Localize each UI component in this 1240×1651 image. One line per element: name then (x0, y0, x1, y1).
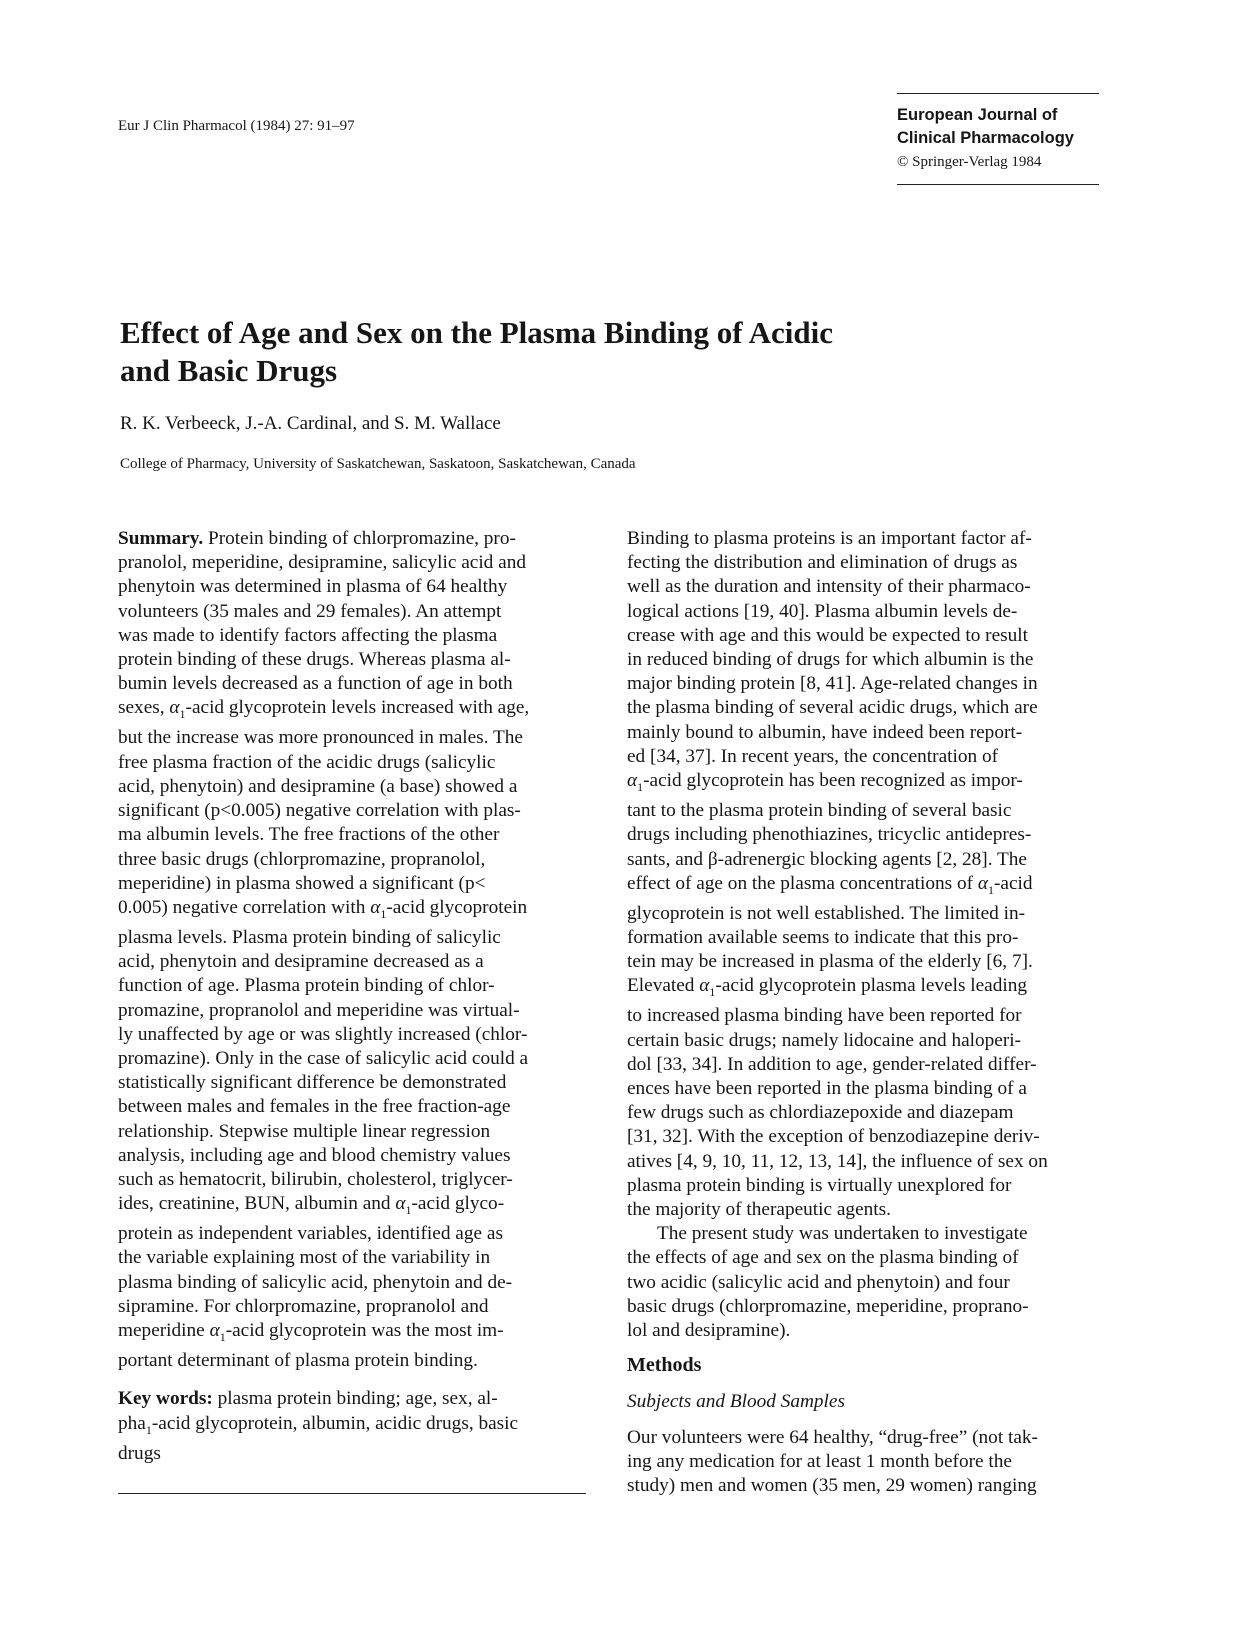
text-line: portant determinant of plasma protein binding. (118, 1350, 478, 1372)
text-line: crease with age and this would be expected to result (627, 624, 1029, 646)
author-list: R. K. Verbeeck, J.-A. Cardinal, and S. M. Wallace (120, 413, 501, 434)
text-line: but the increase was more pronounced in males. The (118, 727, 523, 749)
text-line: tant to the plasma protein binding of several basic (627, 800, 1012, 822)
methods-column (627, 1426, 1097, 1499)
footnote-rule (118, 1493, 586, 1494)
journal-name-line2: Clinical Pharmacology (897, 129, 1074, 147)
text-line: pranolol, meperidine, desipramine, salicylic acid and (118, 552, 526, 574)
text-line: ences have been reported in the plasma binding of a (627, 1078, 1027, 1100)
text-line: Binding to plasma proteins is an important factor af- (627, 528, 1032, 549)
text-line: formation available seems to indicate that this pro- (627, 926, 1019, 948)
text-line: statistically significant difference be demonstrated (118, 1072, 507, 1094)
text-line: sants, and β-adrenergic blocking agents [2, 28]. The (627, 848, 1027, 870)
text-line: acid, phenytoin and desipramine decreased as a (118, 951, 484, 973)
text-line: pha$_1$-acid glycoprotein, albumin, acidic drugs, basic (118, 1412, 519, 1437)
text-line: certain basic drugs; namely lidocaine and haloperi- (627, 1029, 1022, 1051)
text-line: plasma levels. Plasma protein binding of salicylic (118, 926, 501, 948)
text-line: relationship. Stepwise multiple linear regression (118, 1120, 491, 1142)
text-line: acid, phenytoin) and desipramine (a base) showed a (118, 775, 518, 797)
text-line: logical actions [19, 40]. Plasma albumin levels de- (627, 600, 1018, 622)
text-line: ing any medication for at least 1 month before the (627, 1451, 1012, 1473)
text-line: Elevated $\alpha_1$-acid glycoprotein plasma levels leading (627, 975, 1028, 1000)
text-line: Our volunteers were 64 healthy, “drug-free” (not tak- (627, 1427, 1038, 1448)
text-line: drugs including phenothiazines, tricyclic antidepres- (627, 824, 1032, 846)
text-line: basic drugs (chlorpromazine, meperidine, proprano- (627, 1295, 1029, 1317)
text-line: plasma protein binding is virtually unexplored for (627, 1174, 1012, 1196)
text-line: dol [33, 34]. In addition to age, gender-related differ- (627, 1053, 1037, 1075)
text-line: meperidine) in plasma showed a significant (p< (118, 872, 486, 894)
methods-heading: Methods (627, 1354, 702, 1376)
keywords-heading: Key words: (118, 1388, 213, 1410)
text-line: the variable explaining most of the variability in (118, 1247, 491, 1269)
article-title (120, 314, 920, 390)
text-line: to increased plasma binding have been reported for (627, 1005, 1022, 1027)
text-line: study) men and women (35 men, 29 women) ranging (627, 1475, 1037, 1497)
text-line: ed [34, 37]. In recent years, the concentration of (627, 745, 999, 767)
introduction-paragraph-1 (627, 527, 1097, 1222)
summary-paragraph (118, 527, 588, 1373)
text-line: sexes, $\alpha_1$-acid glycoprotein levels increased with age, (118, 697, 530, 722)
text-line: such as hematocrit, bilirubin, cholesterol, triglycer- (118, 1169, 513, 1190)
text-line: major binding protein [8, 41]. Age-related changes in (627, 673, 1038, 695)
text-line: protein binding of these drugs. Whereas plasma al- (118, 649, 511, 671)
text-line: [31, 32]. With the exception of benzodiazepine deriv- (627, 1126, 1040, 1148)
text-line: atives [4, 9, 10, 11, 12, 13, 14], the influence of sex on (627, 1150, 1048, 1172)
journal-name-line1: European Journal of (897, 106, 1058, 124)
text-line: 0.005) negative correlation with $\alpha_1$-acid glycoprotein (118, 896, 528, 921)
copyright-notice: © Springer-Verlag 1984 (897, 154, 1042, 170)
text-line: bumin levels decreased as a function of age in both (118, 673, 513, 695)
text-line: three basic drugs (chlorpromazine, propranolol, (118, 848, 486, 870)
text-line: effect of age on the plasma concentrations of $\alpha_1$-acid (627, 872, 1033, 897)
text-line: plasma protein binding; age, sex, al- (217, 1388, 498, 1410)
text-line: function of age. Plasma protein binding of chlor- (118, 975, 495, 997)
text-line: volunteers (35 males and 29 females). An attempt (118, 600, 502, 622)
text-line: well as the duration and intensity of their pharmaco- (627, 576, 1031, 598)
text-line: meperidine $\alpha_1$-acid glycoprotein was the most im- (118, 1320, 504, 1344)
text-line: the effects of age and sex on the plasma binding of (627, 1247, 1019, 1269)
text-line: lol and desipramine). (627, 1320, 791, 1342)
text-line: ly unaffected by age or was slightly increased (chlor- (118, 1023, 528, 1045)
text-line: phenytoin was determined in plasma of 64 healthy (118, 576, 508, 598)
text-line: two acidic (salicylic acid and phenytoin) and four (627, 1271, 1010, 1293)
summary-column (118, 527, 588, 1466)
introduction-column (627, 527, 1097, 1343)
text-line: ides, creatinine, BUN, albumin and $\alpha_1$-acid glyco- (118, 1193, 505, 1218)
text-line: promazine, propranolol and meperidine was virtual- (118, 999, 520, 1021)
introduction-paragraph-2 (627, 1222, 1097, 1343)
masthead-top-rule (897, 93, 1099, 94)
text-line: drugs (118, 1442, 161, 1464)
title-line-1: Effect of Age and Sex on the Plasma Binding of Acidic (120, 315, 834, 350)
text-line: Protein binding of chlorpromazine, pro- (208, 528, 516, 549)
text-line: between males and females in the free fraction-age (118, 1096, 511, 1118)
methods-paragraph (627, 1426, 1097, 1499)
text-line: plasma binding of salicylic acid, phenytoin and de- (118, 1271, 513, 1293)
author-affiliation: College of Pharmacy, University of Saskatchewan, Saskatoon, Saskatchewan, Canada (120, 456, 636, 472)
text-line: in reduced binding of drugs for which albumin is the (627, 649, 1034, 671)
text-line: ma albumin levels. The free fractions of the other (118, 824, 500, 846)
keywords-paragraph (118, 1387, 588, 1465)
text-line: was made to identify factors affecting the plasma (118, 624, 498, 646)
text-line: mainly bound to albumin, have indeed been report- (627, 721, 1023, 743)
text-line: few drugs such as chlordiazepoxide and diazepam (627, 1102, 1014, 1124)
subjects-subheading: Subjects and Blood Samples (627, 1391, 845, 1412)
text-line: protein as independent variables, identified age as (118, 1223, 503, 1245)
title-line-2: and Basic Drugs (120, 353, 338, 388)
text-line: analysis, including age and blood chemistry values (118, 1144, 511, 1166)
text-line: free plasma fraction of the acidic drugs (salicylic (118, 751, 496, 773)
text-line: tein may be increased in plasma of the elderly [6, 7]. (627, 951, 1033, 973)
journal-masthead (897, 93, 1099, 185)
text-line: $\alpha_1$-acid glycoprotein has been recognized as impor- (627, 770, 1023, 794)
text-line: glycoprotein is not well established. The limited in- (627, 902, 1026, 924)
text-line: significant (p<0.005) negative correlation with plas- (118, 800, 521, 822)
text-line: sipramine. For chlorpromazine, propranolol and (118, 1295, 489, 1317)
masthead-bottom-rule (897, 184, 1099, 185)
summary-heading: Summary. (118, 528, 204, 549)
text-line: promazine). Only in the case of salicylic acid could a (118, 1047, 529, 1069)
text-line: fecting the distribution and elimination of drugs as (627, 552, 1018, 574)
journal-citation: Eur J Clin Pharmacol (1984) 27: 91–97 (118, 118, 355, 134)
summary-text (118, 528, 529, 1371)
text-line: The present study was undertaken to investigate (657, 1223, 1028, 1245)
text-line: the majority of therapeutic agents. (627, 1199, 891, 1221)
text-line: the plasma binding of several acidic drugs, which are (627, 697, 1038, 719)
